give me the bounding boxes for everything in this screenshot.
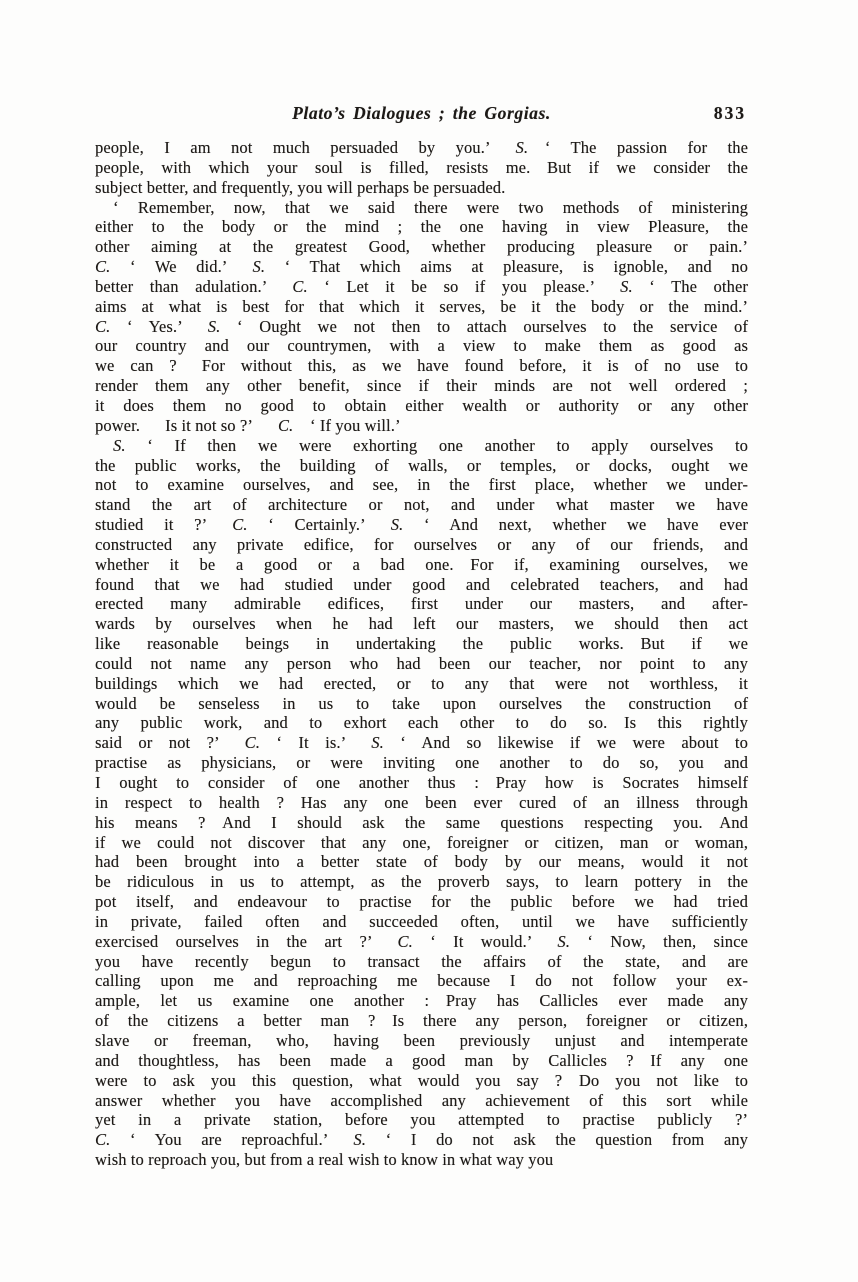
speaker-initial: C. <box>244 733 260 753</box>
text-line: C. ‘ We did.’ S. ‘ That which aims at pleasure, is ignoble, and no <box>95 257 748 277</box>
text-line: whether it be a good or a bad one. For if, examining ourselves, we <box>95 554 748 574</box>
text-line: wards by ourselves when he had left our masters, we should then act <box>95 614 748 634</box>
page-number: 833 <box>713 103 746 123</box>
speaker-initial: C. <box>95 257 111 277</box>
speaker-initial: C. <box>95 1130 111 1150</box>
text-line: the public works, the building of walls, or temples, or docks, ought we <box>95 455 748 475</box>
text-line: people, with which your soul is filled, resists me. But if we consider the <box>95 157 748 177</box>
text-line: people, I am not much persuaded by you.’ S. ‘ The passion for the <box>95 138 748 157</box>
text-line: not to examine ourselves, and see, in the first place, whether we under- <box>95 475 748 495</box>
text-line: if we could not discover that any one, foreigner or citizen, man or woman, <box>95 832 748 852</box>
text-line: would be senseless in us to take upon ourselves the construction of <box>95 693 748 713</box>
speaker-initial: C. <box>397 931 413 951</box>
text-line: of the citizens a better man ? Is there any person, foreigner or citizen, <box>95 1011 748 1031</box>
text-line: yet in a private station, before you attempted to practise publicly ?’ <box>95 1110 748 1130</box>
speaker-initial: S. <box>557 931 571 951</box>
text-line: buildings which we had erected, or to any that were not worthless, it <box>95 673 748 693</box>
speaker-initial: S. <box>620 276 633 296</box>
text-line: any public work, and to exhort each other to do so. Is this rightly <box>95 713 748 733</box>
text-line: said or not ?’ C. ‘ It is.’ S. ‘ And so likewise if we were about to <box>95 733 748 753</box>
speaker-initial: C. <box>292 276 308 296</box>
text-line: be ridiculous in us to attempt, as the proverb says, to learn pottery in the <box>95 872 748 892</box>
text-line: answer whether you have accomplished any achievement of this sort while <box>95 1090 748 1110</box>
text-line: pot itself, and endeavour to practise for the public before we had tried <box>95 892 748 912</box>
running-head: Plato’s Dialogues ; the Gorgias. <box>292 103 551 123</box>
speaker-initial: S. <box>252 257 266 277</box>
speaker-initial: C. <box>277 415 294 435</box>
text-line: and thoughtless, has been made a good man by Callicles ? If any one <box>95 1050 748 1070</box>
text-line: in private, failed often and succeeded often, until we have sufficiently <box>95 911 748 931</box>
speaker-initial: C. <box>95 316 111 336</box>
text-line: other aiming at the greatest Good, whether producing pleasure or pain.’ <box>95 237 748 257</box>
paragraph <box>95 198 748 436</box>
text-line: render them any other benefit, since if their minds are not well ordered ; <box>95 376 748 396</box>
text-line: I ought to consider of one another thus : Pray how is Socrates himself <box>95 773 748 792</box>
text-line: ample, let us examine one another : Pray has Callicles ever made any <box>95 991 748 1011</box>
text-line: calling upon me and reproaching me because I do not follow your ex- <box>95 971 748 991</box>
speaker-initial: S. <box>390 515 404 535</box>
text-line: power. Is it not so ?’ C. ‘ If you will.’ <box>95 415 401 435</box>
text-line: found that we had studied under good and celebrated teachers, and had <box>95 574 748 594</box>
text-line: exercised ourselves in the art ?’ C. ‘ It would.’ S. ‘ Now, then, since <box>95 931 748 951</box>
text-line: were to ask you this question, what would you say ? Do you not like to <box>95 1070 748 1090</box>
text-line: in respect to health ? Has any one been ever cured of an illness through <box>95 792 748 812</box>
text-line: either to the body or the mind ; the one having in view Pleasure, the <box>95 217 748 237</box>
speaker-initial: S. <box>113 435 126 455</box>
text-line: aims at what is best for that which it serves, be it the body or the mind.’ <box>95 296 748 316</box>
speaker-initial: S. <box>371 733 384 753</box>
page-text <box>95 138 748 1170</box>
speaker-initial: S. <box>353 1130 366 1150</box>
text-line: could not name any person who had been our teacher, nor point to any <box>95 653 748 673</box>
page-header <box>95 103 748 127</box>
text-line: you have recently begun to transact the affairs of the state, and are <box>95 951 748 971</box>
text-line: like reasonable beings in undertaking the public works. But if we <box>95 634 748 654</box>
text-line: S. ‘ If then we were exhorting one another to apply ourselves to <box>113 435 748 455</box>
text-line: his means ? And I should ask the same questions respecting you. And <box>95 812 748 832</box>
speaker-initial: S. <box>515 138 529 157</box>
text-line: studied it ?’ C. ‘ Certainly.’ S. ‘ And next, whether we have ever <box>95 515 749 535</box>
paragraph <box>95 138 748 198</box>
speaker-initial: C. <box>232 515 248 535</box>
text-line: it does them no good to obtain either wealth or authority or any other <box>95 395 748 415</box>
text-line: wish to reproach you, but from a real wish to know in what way you <box>95 1150 554 1170</box>
text-line: had been brought into a better state of body by our means, would it not <box>95 852 748 872</box>
speaker-initial: S. <box>207 316 221 336</box>
text-line: C. ‘ Yes.’ S. ‘ Ought we not then to attach ourselves to the service of <box>95 316 749 336</box>
text-line: stand the art of architecture or not, and under what master we have <box>95 495 748 515</box>
text-line: practise as physicians, or were inviting one another to do so, you and <box>95 753 748 773</box>
text-line: our country and our countrymen, with a view to make them as good as <box>95 336 748 356</box>
text-line: subject better, and frequently, you will perhaps be persuaded. <box>95 177 506 197</box>
text-line: ‘ Remember, now, that we said there were two methods of ministering <box>113 197 748 217</box>
text-line: constructed any private edifice, for ourselves or any of our friends, and <box>95 534 748 554</box>
text-line: we can ? For without this, as we have found before, it is of no use to <box>95 356 748 376</box>
text-line: better than adulation.’ C. ‘ Let it be so if you please.’ S. ‘ The other <box>95 276 748 296</box>
text-line: slave or freeman, who, having been previously unjust and intemperate <box>95 1030 748 1050</box>
text-line: erected many admirable edifices, first under our masters, and after- <box>95 594 748 614</box>
text-line: C. ‘ You are reproachful.’ S. ‘ I do not ask the question from any <box>95 1130 748 1150</box>
paragraph <box>95 436 748 1170</box>
